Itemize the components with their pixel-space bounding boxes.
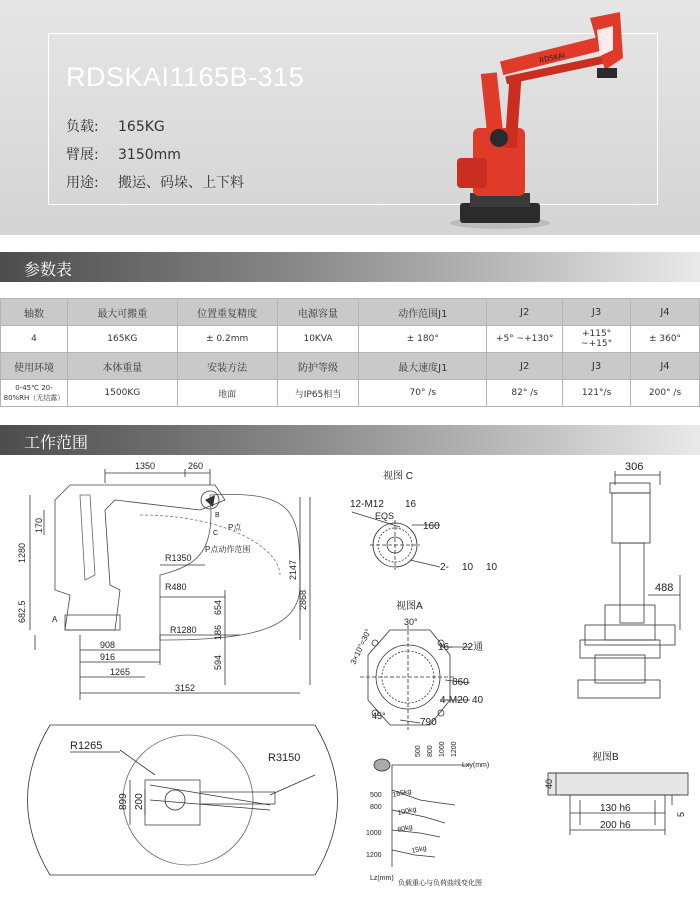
view-a-label: 40 <box>472 695 484 706</box>
spec-value: 165KG <box>118 119 165 135</box>
view-c-label: 2- <box>440 562 449 573</box>
table-cell: 10KVA <box>277 326 359 353</box>
table-header: 电源容量 <box>277 299 359 326</box>
table-header: J2 <box>487 299 563 326</box>
table-header: J4 <box>631 353 700 380</box>
dim-label: R1350 <box>165 553 192 563</box>
view-a-label: 790 <box>420 717 437 728</box>
chart-xlabel: Lxy(mm) <box>462 762 490 769</box>
table-header: 最大速度J1 <box>359 353 487 380</box>
view-c-label: 10 <box>462 562 474 573</box>
table-header: J4 <box>631 299 700 326</box>
table-row <box>1 380 700 407</box>
chart-tick: 500 <box>370 792 382 799</box>
label-p: P点 <box>228 523 242 532</box>
dim-label: R1280 <box>170 625 197 635</box>
spec-label: 负载: <box>66 119 99 135</box>
dim-label: 899 <box>118 793 129 810</box>
dim-label: R1265 <box>70 740 103 752</box>
dim-label: 1265 <box>110 667 131 677</box>
table-row <box>1 353 700 380</box>
dim-label: 200 h6 <box>600 820 631 831</box>
section-bar-params <box>0 252 700 282</box>
table-cell: 与IP65相当 <box>277 380 359 407</box>
table-cell: 121°/s <box>563 380 631 407</box>
dim-label: 5 <box>676 811 686 817</box>
view-a-label: 30° <box>404 617 418 627</box>
chart-tick: 500 <box>415 745 422 757</box>
dim-label: 1280 <box>17 542 27 563</box>
dim-label: R480 <box>165 582 187 592</box>
dim-label: 260 <box>188 461 204 471</box>
chart-curve-label: 165kg <box>391 788 413 799</box>
spec-value: 3150mm <box>118 147 181 163</box>
dim-label: 488 <box>655 582 674 594</box>
dim-label: 594 <box>213 654 223 670</box>
table-cell: 0-45℃ 20-80%RH（无结露） <box>1 380 68 407</box>
work-range-drawings <box>0 455 700 900</box>
table-cell: +115° ~+15° <box>563 326 631 353</box>
table-header: J3 <box>563 299 631 326</box>
section-title: 参数表 <box>24 260 73 279</box>
dim-label: 306 <box>625 461 644 473</box>
view-c-label: 16 <box>405 499 417 510</box>
spec-label: 臂展: <box>66 147 99 163</box>
spec-load <box>66 116 165 136</box>
chart-ylabel: Lz(mm) <box>370 875 394 882</box>
label-p-range: P点动作范围 <box>205 545 251 554</box>
table-header: 动作范围J1 <box>359 299 487 326</box>
table-cell: 4 <box>1 326 68 353</box>
chart-tick: 1200 <box>366 852 382 859</box>
view-a-label: 22通 <box>462 642 484 653</box>
view-c-label: 10 <box>486 562 498 573</box>
params-table <box>0 298 700 407</box>
table-cell: ± 0.2mm <box>177 326 277 353</box>
table-row <box>1 299 700 326</box>
dim-label: 916 <box>100 652 116 662</box>
view-a-label: 16- <box>438 642 453 653</box>
view-a-label: 3×10°=30° <box>348 627 373 666</box>
table-cell: 70° /s <box>359 380 487 407</box>
table-cell: ± 180° <box>359 326 487 353</box>
view-c-label: 160 <box>423 521 440 532</box>
spec-value: 搬运、码垛、上下料 <box>118 175 244 191</box>
table-cell: +5° ~+130° <box>487 326 563 353</box>
model-title: RDSKAI1165B-315 <box>66 62 305 92</box>
table-cell: 1500KG <box>67 380 177 407</box>
spec-reach <box>66 144 181 164</box>
table-header: 使用环境 <box>1 353 68 380</box>
dim-label: 654 <box>213 599 223 615</box>
table-cell: 200° /s <box>631 380 700 407</box>
table-header: 轴数 <box>1 299 68 326</box>
chart-tick: 1200 <box>451 741 458 757</box>
dim-label: R3150 <box>268 752 301 764</box>
label-a: A <box>52 615 58 624</box>
table-header: 位置重复精度 <box>177 299 277 326</box>
label-b: B <box>215 512 220 519</box>
chart-tick: 1000 <box>366 830 382 837</box>
table-cell: 地面 <box>177 380 277 407</box>
robot-image <box>445 8 645 233</box>
table-cell: 82° /s <box>487 380 563 407</box>
dim-label: 3152 <box>175 683 196 693</box>
dim-label: 186 <box>213 624 223 640</box>
dim-label: 130 h6 <box>600 803 631 814</box>
view-c-title: 视图 C <box>383 471 413 482</box>
dim-label: 170 <box>34 517 44 533</box>
chart-caption: 负载重心与负荷曲线变化图 <box>398 880 482 887</box>
dim-label: 908 <box>100 640 116 650</box>
table-header: J3 <box>563 353 631 380</box>
spec-usage <box>66 172 244 192</box>
table-row <box>1 326 700 353</box>
chart-tick: 1000 <box>439 741 446 757</box>
label-c: C <box>213 530 219 537</box>
table-header: 最大可搬重 <box>67 299 177 326</box>
view-a-label: 860 <box>452 677 469 688</box>
view-c-label: 12-M12 <box>350 499 384 510</box>
dim-label: 682.5 <box>17 600 27 623</box>
dim-label: 1350 <box>135 461 156 471</box>
table-header: 安装方法 <box>177 353 277 380</box>
chart-curve-label: 15kg <box>410 844 428 855</box>
view-b-title: 视图B <box>592 752 619 763</box>
chart-tick: 800 <box>370 804 382 811</box>
dim-label: 40 <box>544 778 554 789</box>
table-header: 本体重量 <box>67 353 177 380</box>
dim-label: 2147 <box>288 559 298 580</box>
view-a-title: 视图A <box>396 601 423 612</box>
view-a-label: 4-M20 <box>440 695 469 706</box>
chart-curve-label: 80kg <box>396 823 414 834</box>
section-bar-range <box>0 425 700 455</box>
table-header: 防护等级 <box>277 353 359 380</box>
table-header: J2 <box>487 353 563 380</box>
dim-label: 2868 <box>298 589 308 610</box>
view-a-label: 45° <box>372 711 386 721</box>
view-c-label: EQS <box>375 511 395 521</box>
robot-brand: RDSKAI <box>538 51 566 65</box>
dim-label: 200 <box>134 793 145 810</box>
table-cell: ± 360° <box>631 326 700 353</box>
chart-tick: 800 <box>427 745 434 757</box>
hero-banner <box>0 0 700 235</box>
section-title: 工作范围 <box>24 433 89 452</box>
table-cell: 165KG <box>67 326 177 353</box>
spec-label: 用途: <box>66 175 99 191</box>
chart-curve-label: 100kg <box>396 806 418 817</box>
